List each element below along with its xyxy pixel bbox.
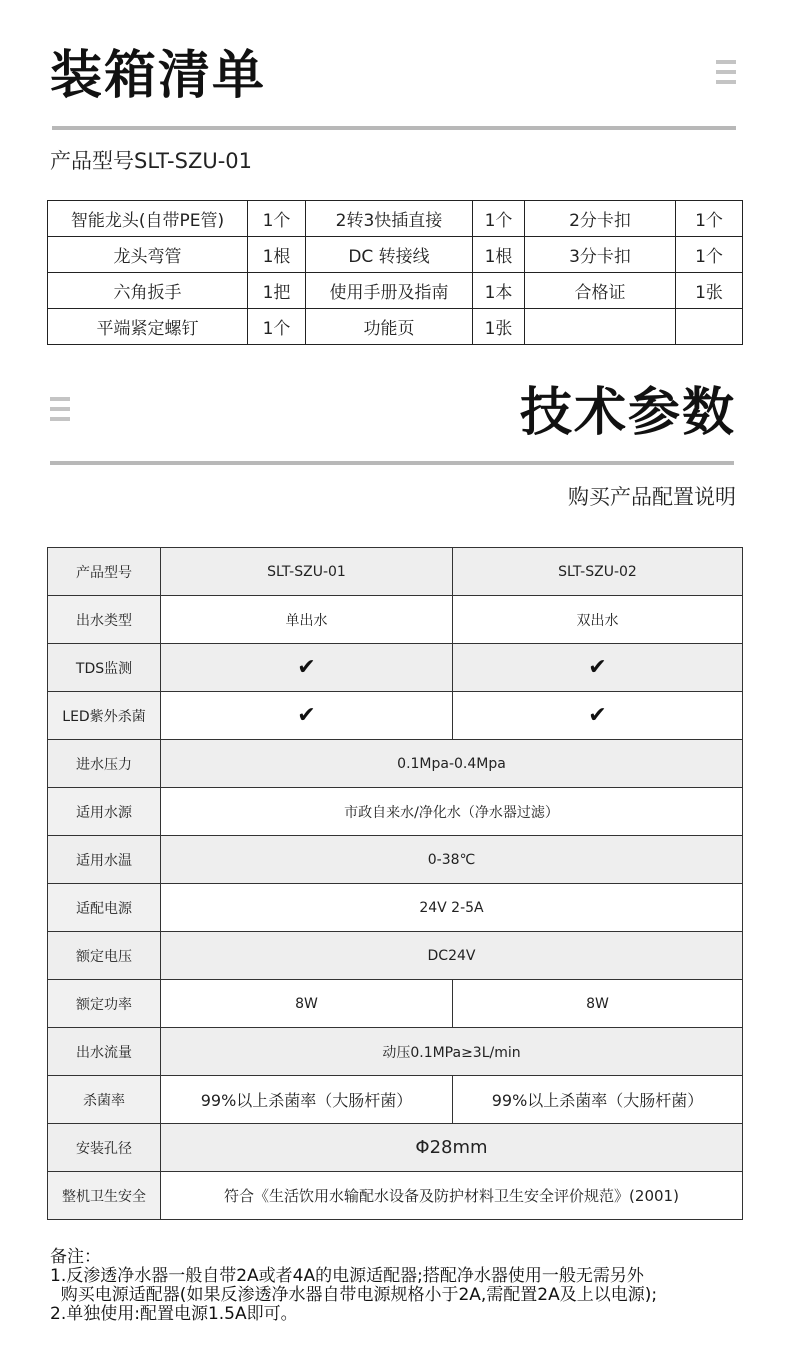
table-cell: 合格证 — [525, 273, 676, 309]
table-cell: 1根 — [473, 237, 525, 273]
specs-subtitle: 购买产品配置说明 — [568, 485, 736, 509]
model-header: SLT-SZU-02 — [453, 548, 743, 596]
table-row — [48, 692, 743, 740]
divider — [50, 461, 734, 465]
check-mark: ✔ — [297, 655, 316, 680]
table-cell: 1个 — [676, 201, 743, 237]
table-row — [48, 309, 743, 345]
table-cell: 99%以上杀菌率（大肠杆菌） — [453, 1076, 743, 1124]
notes-line: 购买电源适配器(如果反渗透净水器自带电源规格小于2A,需配置2A及上以电源); — [50, 1285, 658, 1305]
notes — [50, 1248, 780, 1324]
table-cell: 8W — [453, 980, 743, 1028]
table-cell: 8W — [161, 980, 453, 1028]
check-icon — [453, 644, 743, 692]
table-cell — [676, 309, 743, 345]
table-cell: 1本 — [473, 273, 525, 309]
row-label: TDS监测 — [48, 644, 161, 692]
table-row — [48, 548, 743, 596]
row-label: 产品型号 — [48, 548, 161, 596]
check-mark: ✔ — [588, 703, 607, 728]
table-row — [48, 644, 743, 692]
row-label: 整机卫生安全 — [48, 1172, 161, 1220]
table-cell: 1个 — [473, 201, 525, 237]
table-cell: 1把 — [248, 273, 306, 309]
divider — [52, 126, 736, 130]
table-cell: 龙头弯管 — [48, 237, 248, 273]
check-mark: ✔ — [588, 655, 607, 680]
row-label: 杀菌率 — [48, 1076, 161, 1124]
table-cell: DC 转接线 — [306, 237, 473, 273]
table-cell: 3分卡扣 — [525, 237, 676, 273]
row-label: 出水类型 — [48, 596, 161, 644]
packing-title: 装箱清单 — [50, 46, 267, 106]
table-cell: DC24V — [161, 932, 743, 980]
table-row — [48, 1124, 743, 1172]
row-label: 安装孔径 — [48, 1124, 161, 1172]
row-label: 适用水温 — [48, 836, 161, 884]
table-row — [48, 788, 743, 836]
table-cell: 0.1Mpa-0.4Mpa — [161, 740, 743, 788]
row-label: LED紫外杀菌 — [48, 692, 161, 740]
table-row — [48, 237, 743, 273]
row-label: 适配电源 — [48, 884, 161, 932]
table-cell: 符合《生活饮用水输配水设备及防护材料卫生安全评价规范》(2001) — [161, 1172, 743, 1220]
table-row — [48, 884, 743, 932]
table-row — [48, 1076, 743, 1124]
row-label: 额定电压 — [48, 932, 161, 980]
table-cell: 市政自来水/净化水（净水器过滤） — [161, 788, 743, 836]
row-label: 进水压力 — [48, 740, 161, 788]
notes-heading: 备注： — [50, 1247, 101, 1267]
table-cell: 1个 — [248, 309, 306, 345]
table-row — [48, 740, 743, 788]
table-cell: 使用手册及指南 — [306, 273, 473, 309]
notes-line: 1.反渗透净水器一般自带2A或者4A的电源适配器;搭配净水器使用一般无需另外 — [50, 1266, 644, 1286]
check-icon — [453, 692, 743, 740]
notes-line: 2.单独使用:配置电源1.5A即可。 — [50, 1304, 298, 1324]
check-icon — [161, 644, 453, 692]
model-header: SLT-SZU-01 — [161, 548, 453, 596]
table-cell: 平端紧定螺钉 — [48, 309, 248, 345]
table-cell: 1张 — [473, 309, 525, 345]
table-cell: 24V 2-5A — [161, 884, 743, 932]
table-cell: 双出水 — [453, 596, 743, 644]
table-row — [48, 932, 743, 980]
table-cell: 智能龙头(自带PE管) — [48, 201, 248, 237]
table-cell: 动压0.1MPa≥3L/min — [161, 1028, 743, 1076]
table-cell: 1个 — [676, 237, 743, 273]
table-cell: 1张 — [676, 273, 743, 309]
table-cell: 功能页 — [306, 309, 473, 345]
check-icon — [161, 692, 453, 740]
table-row — [48, 836, 743, 884]
table-cell: 0-38℃ — [161, 836, 743, 884]
table-cell: 1根 — [248, 237, 306, 273]
specs-title: 技术参数 — [519, 383, 736, 443]
table-cell: 2分卡扣 — [525, 201, 676, 237]
packing-table — [47, 200, 743, 345]
check-mark: ✔ — [297, 703, 316, 728]
table-cell — [525, 309, 676, 345]
table-cell: Φ28mm — [161, 1124, 743, 1172]
menu-icon — [50, 397, 70, 427]
table-row — [48, 596, 743, 644]
row-label: 出水流量 — [48, 1028, 161, 1076]
table-cell: 六角扳手 — [48, 273, 248, 309]
table-row — [48, 1172, 743, 1220]
table-row — [48, 1028, 743, 1076]
table-cell: 1个 — [248, 201, 306, 237]
table-cell: 单出水 — [161, 596, 453, 644]
table-row — [48, 273, 743, 309]
menu-icon — [716, 60, 736, 90]
table-row — [48, 980, 743, 1028]
table-cell: 99%以上杀菌率（大肠杆菌） — [161, 1076, 453, 1124]
table-row — [48, 201, 743, 237]
row-label: 适用水源 — [48, 788, 161, 836]
model-line: 产品型号SLT-SZU-01 — [50, 149, 253, 173]
table-cell: 2转3快插直接 — [306, 201, 473, 237]
spec-table — [47, 547, 743, 1220]
row-label: 额定功率 — [48, 980, 161, 1028]
